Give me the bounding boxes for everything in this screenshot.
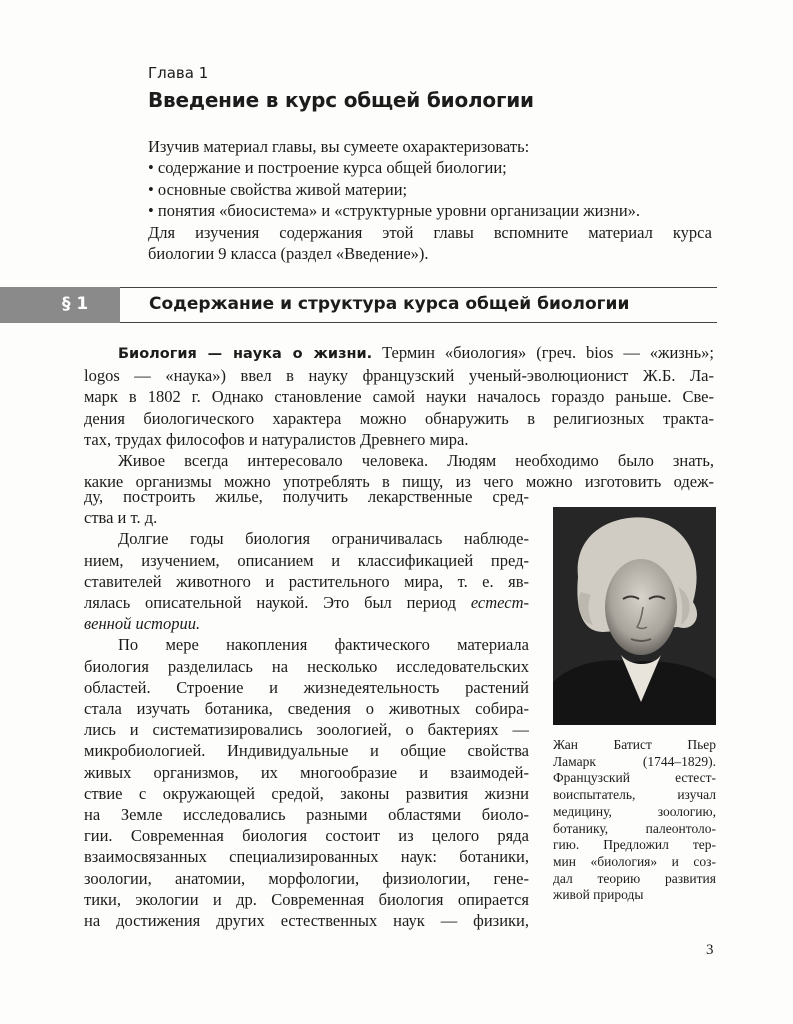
- text-line: [84, 719, 529, 740]
- text-line: [84, 592, 529, 613]
- caption-line: Ламарк (1744–1829).: [553, 753, 716, 769]
- section-rule: [120, 287, 717, 288]
- section-number: § 1: [62, 294, 89, 314]
- caption-line: живой природы: [553, 887, 644, 903]
- text-line: [84, 486, 529, 507]
- body-text-full-width: [84, 342, 714, 492]
- text-line: logos — «наука») ввел в науку французский ученый-эволюционист Ж.Б. Ла-: [84, 366, 714, 386]
- text-fragment: ду, построить жилье, получить лекарственные сред-: [84, 487, 529, 506]
- text-fragment: живых организмов, их многообразие и взаимодей-: [84, 762, 529, 782]
- goal-item: • содержание и построение курса общей биологии;: [148, 158, 507, 178]
- text-line: [84, 804, 529, 825]
- goal-item: • основные свойства живой материи;: [148, 179, 408, 199]
- text-fragment: на Земле исследовались разными областями биоло-: [84, 805, 529, 825]
- section-badge: [0, 287, 120, 323]
- text-line: [84, 613, 529, 634]
- text-fragment: на достижения других естественных наук — физики,: [84, 911, 529, 931]
- text-fragment: лялась описательной наукой. Это был период: [84, 593, 471, 613]
- caption-line: воиспытатель, изучал: [553, 787, 716, 803]
- text-line: дения биологического характера можно обнаружить в религиозных тракта-: [84, 408, 714, 428]
- text-fragment: гии. Современная биология состоит из целого ряда: [84, 826, 529, 846]
- caption-line: ботанику, палеонтоло-: [553, 820, 716, 836]
- section-title: Содержание и структура курса общей биологии: [149, 294, 630, 314]
- goals-recall: биологии 9 класса (раздел «Введение»).: [148, 244, 429, 264]
- text-line: [84, 342, 714, 365]
- portrait-lamarck-icon: [553, 507, 716, 725]
- emphasis-term: венной истории.: [84, 614, 201, 634]
- page-number: 3: [706, 942, 714, 958]
- text-line: [84, 656, 529, 677]
- text-fragment: областей. Строение и жизнедеятельность растений: [84, 677, 529, 697]
- text-fragment: тики, экологии и др. Современная биология опирается: [84, 889, 529, 909]
- text-line: какие организмы можно употреблять в пищу, из чего можно изготовить одеж-: [84, 472, 714, 492]
- text-line: [84, 528, 529, 549]
- portrait-caption: [553, 737, 716, 904]
- text-line: [84, 910, 529, 931]
- text-fragment: лись и систематизировались зоологией, о бактериях —: [84, 720, 529, 740]
- text-line: [84, 825, 529, 846]
- caption-line: мин «биология» и соз-: [553, 853, 716, 869]
- portrait-image: [553, 507, 716, 725]
- text-line: [84, 868, 529, 889]
- text-line: [84, 762, 529, 783]
- text-line: тах, трудах философов и натуралистов Древнего мира.: [84, 429, 469, 449]
- section-rule: [120, 322, 717, 323]
- text-fragment: микробиологией. Индивидуальные и общие свойства: [84, 741, 529, 761]
- text-fragment: ства и т. д.: [84, 508, 158, 528]
- text-line: [84, 889, 529, 910]
- text-line: [84, 634, 529, 655]
- text-fragment: нием, изучением, описанием и классификацией пред-: [84, 550, 529, 570]
- text-line: [84, 698, 529, 719]
- text-line: [84, 507, 529, 528]
- text-line: [84, 783, 529, 804]
- chapter-title: Введение в курс общей биологии: [148, 88, 534, 112]
- text-fragment: взаимосвязанных специализированных наук: ботаники,: [84, 847, 529, 867]
- section-header: [0, 287, 717, 323]
- text-line: [84, 846, 529, 867]
- paragraph-lead: Биология — наука о жизни.: [118, 346, 373, 362]
- caption-line: дал теорию развития: [553, 870, 716, 886]
- text-line: [84, 571, 529, 592]
- text-fragment: Долгие годы биология ограничивалась наблюде-: [118, 529, 529, 549]
- text-fragment: ставителей животного и растительного мира, т. е. яв-: [84, 571, 529, 591]
- caption-line: медицину, зоологию,: [553, 803, 716, 819]
- emphasis-term: естест-: [470, 593, 529, 613]
- text-fragment: По мере накопления фактического материала: [118, 635, 529, 655]
- text-line: [84, 550, 529, 571]
- text-line: [84, 677, 529, 698]
- text-line: [84, 740, 529, 761]
- text-fragment: Термин «биология» (греч. bios — «жизнь»;: [372, 343, 714, 362]
- text-fragment: зоологии, анатомии, морфологии, физиологии, гене-: [84, 868, 529, 888]
- goals-recall: Для изучения содержания этой главы вспомните материал курса: [148, 222, 712, 242]
- body-text-column: [84, 486, 529, 931]
- text-line: Живое всегда интересовало человека. Людям необходимо было знать,: [118, 451, 714, 471]
- caption-line: Жан Батист Пьер: [553, 737, 716, 752]
- caption-line: Французский естест-: [553, 770, 716, 786]
- goals-intro: Изучив материал главы, вы сумеете охарактеризовать:: [148, 137, 530, 156]
- text-fragment: стала изучать ботаника, сведения о животных собира-: [84, 699, 529, 719]
- goal-item: • понятия «биосистема» и «структурные уровни организации жизни».: [148, 201, 641, 221]
- chapter-label: Глава 1: [148, 64, 209, 82]
- text-line: марк в 1802 г. Однако становление самой науки началось гораздо раньше. Све-: [84, 387, 714, 407]
- chapter-goals: [148, 136, 712, 264]
- caption-line: гию. Предложил тер-: [553, 837, 716, 853]
- text-fragment: ствие с окружающей средой, законы развития жизни: [84, 783, 529, 803]
- text-fragment: биология разделилась на несколько исследовательских: [84, 656, 529, 676]
